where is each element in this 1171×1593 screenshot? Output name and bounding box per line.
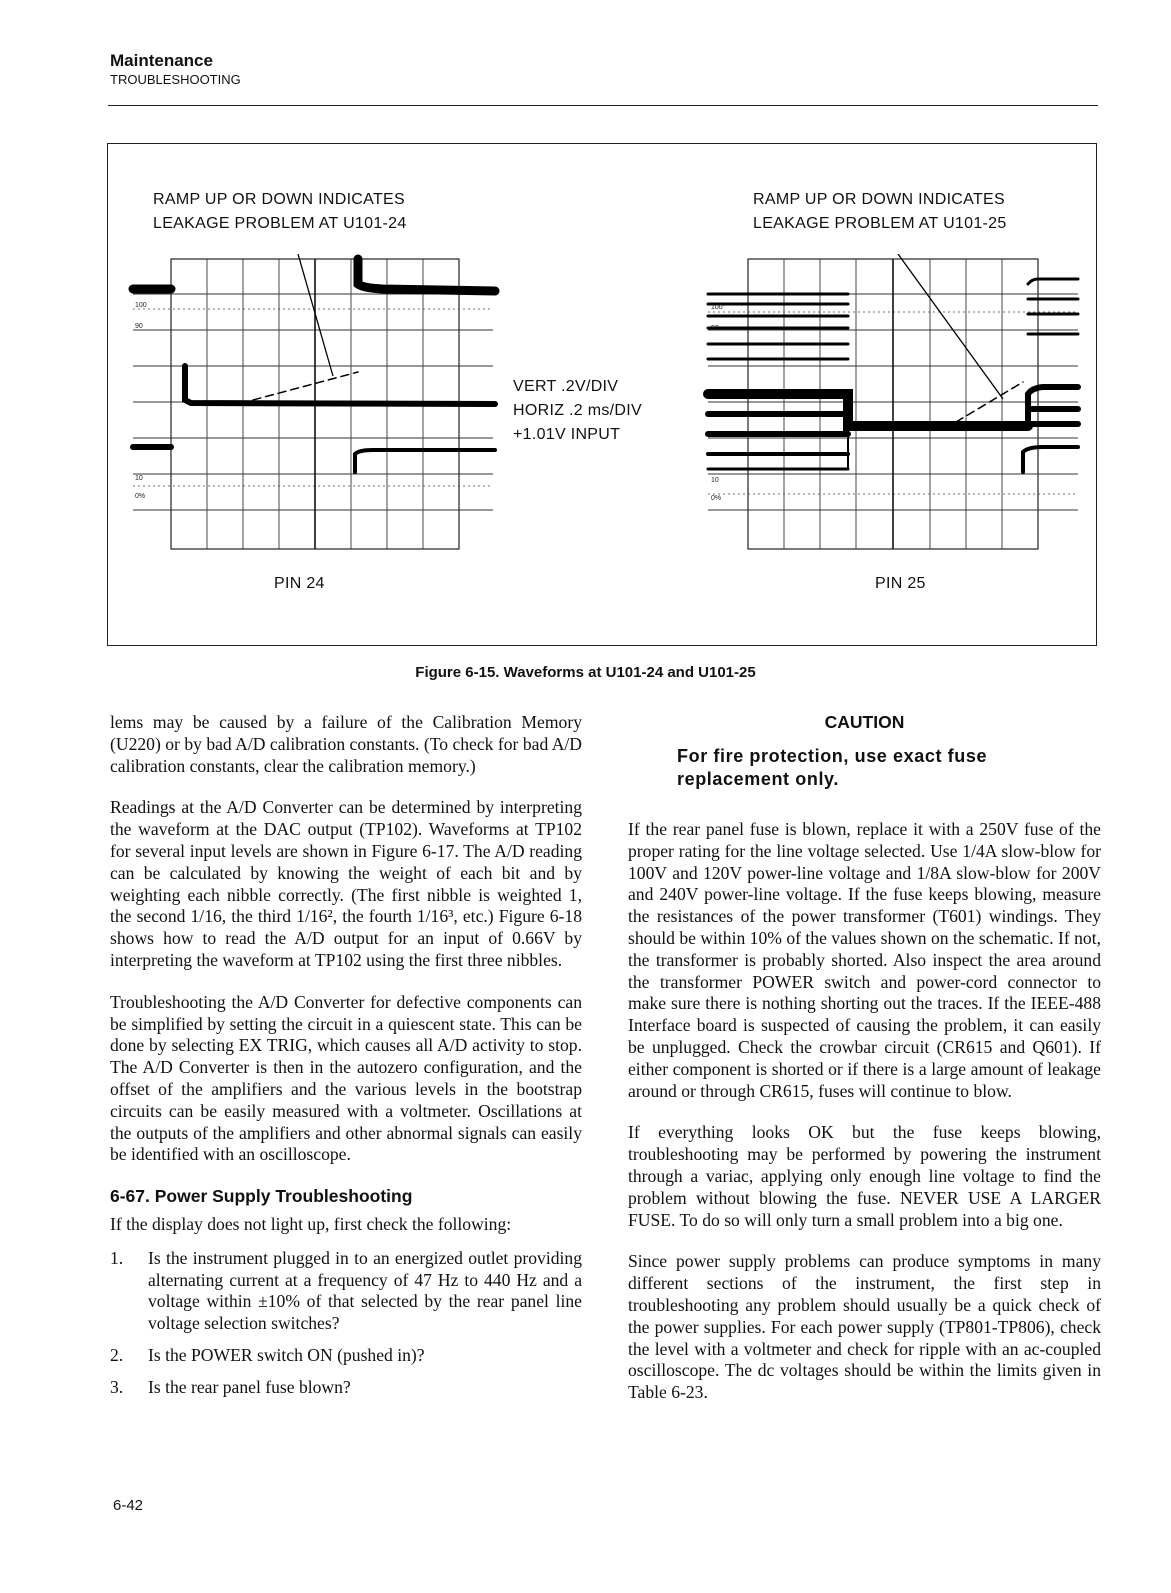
trace-dense-band: [708, 394, 1028, 426]
ramp-indicator-line: [253, 372, 358, 400]
list-item-number: 3.: [110, 1376, 124, 1397]
horiz-setting: HORIZ .2 ms/DIV: [513, 402, 642, 419]
trace-high-right: [358, 259, 495, 291]
mark-90: 90: [135, 323, 143, 330]
section-subtitle: TROUBLESHOOTING: [110, 72, 241, 87]
header-rule: [108, 105, 1098, 106]
mark-0: 0%: [711, 495, 722, 502]
input-setting: +1.01V INPUT: [513, 426, 621, 443]
paragraph-ad-troubleshooting: Troubleshooting the A/D Converter for defective components can be simplified by setting the circuit in a quiescent state. This can be done by selecting EX TRIG, which causes all A/D activity to stop. The A/D Converter is then in the autozero configuration, and the offset of the amplifiers and the various levels in the bootstrap circuits can be easily measured with a voltmeter. Oscillations at the outputs of the amplifiers and other abnormal signals can easily be identified with an oscilloscope.: [110, 991, 582, 1165]
left-pin-label: PIN 24: [274, 575, 325, 592]
caution-title: CAUTION: [824, 712, 905, 732]
checklist: [110, 1248, 582, 1399]
trace-right-mid: [1028, 387, 1078, 426]
section-title: Maintenance: [110, 51, 213, 70]
page-number: 6-42: [113, 1497, 144, 1514]
list-item: [110, 1377, 582, 1399]
trace-right-low: [1023, 447, 1078, 472]
mark-10: 10: [135, 475, 143, 482]
right-annotation-line-2: LEAKAGE PROBLEM AT U101-25: [753, 215, 1007, 232]
list-item-text: Is the instrument plugged in to an energized outlet providing alternating current at a frequency of 47 Hz to 440 Hz and a voltage within ±10% of that selected by the rear panel line voltage selection switches?: [148, 1247, 582, 1334]
figure-caption: Figure 6-15. Waveforms at U101-24 and U101-25: [415, 664, 756, 681]
left-annotation-line-2: LEAKAGE PROBLEM AT U101-24: [153, 215, 407, 232]
list-item-text: Is the POWER switch ON (pushed in)?: [148, 1344, 425, 1365]
left-annotation: [153, 188, 407, 236]
list-item: [110, 1248, 582, 1335]
trace-right-top: [1028, 279, 1078, 334]
vert-setting: VERT .2V/DIV: [513, 378, 619, 395]
list-item: [110, 1345, 582, 1367]
mark-100: 100: [711, 304, 723, 311]
list-item-number: 2.: [110, 1344, 124, 1365]
trace-mid-level: [185, 366, 495, 404]
section-heading: 6-67. Power Supply Troubleshooting: [110, 1186, 413, 1207]
scope-settings: [513, 375, 642, 447]
trace-low-right: [355, 450, 495, 472]
mark-0: 0%: [135, 493, 146, 500]
caution-text: For fire protection, use exact fuse replacement only.: [677, 746, 988, 789]
right-column: [628, 819, 1101, 1424]
paragraph-calibration: lems may be caused by a failure of the Calibration Memory (U220) or by bad A/D calibration constants. (To check for bad A/D calibration constants, clear the calibration memory.): [110, 712, 582, 776]
right-annotation: [753, 188, 1007, 236]
oscilloscope-trace-pin-24: [123, 254, 503, 554]
mark-10: 10: [711, 477, 719, 484]
annotation-pointer: [898, 254, 1003, 399]
mark-90: 90: [711, 325, 719, 332]
right-annotation-line-1: RAMP UP OR DOWN INDICATES: [753, 191, 1005, 208]
paragraph-fuse: If the rear panel fuse is blown, replace it with a 250V fuse of the proper rating for the line voltage selected. Use 1/4A slow-blow for 100V and 120V power-line voltage and 1/8A slow-blow for 200V and 240V power-line voltage. If the fuse keeps blowing, measure the resistances of the power transformer (T601) windings. They should be within 10% of the values shown on the schematic. If not, the transformer is probably shorted. Also inspect the area around the transformer POWER switch and power-cord connector to make sure there is nothing shorting out the traces. If the IEEE-488 Interface board is suspected of causing the problem, it can easily be unplugged. Check the crowbar circuit (CR615 and Q601). If either component is shorted or if there is a large amount of leakage around or through CR615, fuses will continue to blow.: [628, 819, 1101, 1101]
checklist-intro: If the display does not light up, first check the following:: [110, 1213, 512, 1234]
figure-6-15-box: [107, 143, 1097, 646]
left-annotation-line-1: RAMP UP OR DOWN INDICATES: [153, 191, 405, 208]
right-pin-label: PIN 25: [875, 575, 926, 592]
paragraph-ad-readings: Readings at the A/D Converter can be determined by interpreting the waveform at the DAC output (TP102). Waveforms at TP102 for several input levels are shown in Figure 6-17. The A/D reading can be calculated by knowing the weight of each bit and by weighting each nibble correctly. (The first nibble is weighted 1, the second 1/16, the third 1/16², the fourth 1/16³, etc.) Figure 6-18 shows how to read the A/D output for an input of 0.66V by interpreting the waveform at TP102 using the first three nibbles.: [110, 797, 582, 970]
paragraph-variac: If everything looks OK but the fuse keeps blowing, troubleshooting may be performed by powering the instrument through a variac, applying only enough line voltage to find the problem without blowing the fuse. NEVER USE A LARGER FUSE. To do so will only turn a small problem into a big one.: [628, 1122, 1101, 1230]
left-column: [110, 712, 582, 1409]
list-item-text: Is the rear panel fuse blown?: [148, 1376, 351, 1397]
paragraph-power-supplies: Since power supply problems can produce symptoms in many different sections of the instrument, the first step in troubleshooting any problem should usually be a quick check of the power supplies. For each power supply (TP801-TP806), check the level with a voltmeter and check for ripple with an ac-coupled oscilloscope. The dc voltages should be within the limits given in Table 6-23.: [628, 1251, 1101, 1403]
oscilloscope-trace-pin-25: [698, 254, 1088, 554]
mark-100: 100: [135, 302, 147, 309]
list-item-number: 1.: [110, 1247, 124, 1268]
